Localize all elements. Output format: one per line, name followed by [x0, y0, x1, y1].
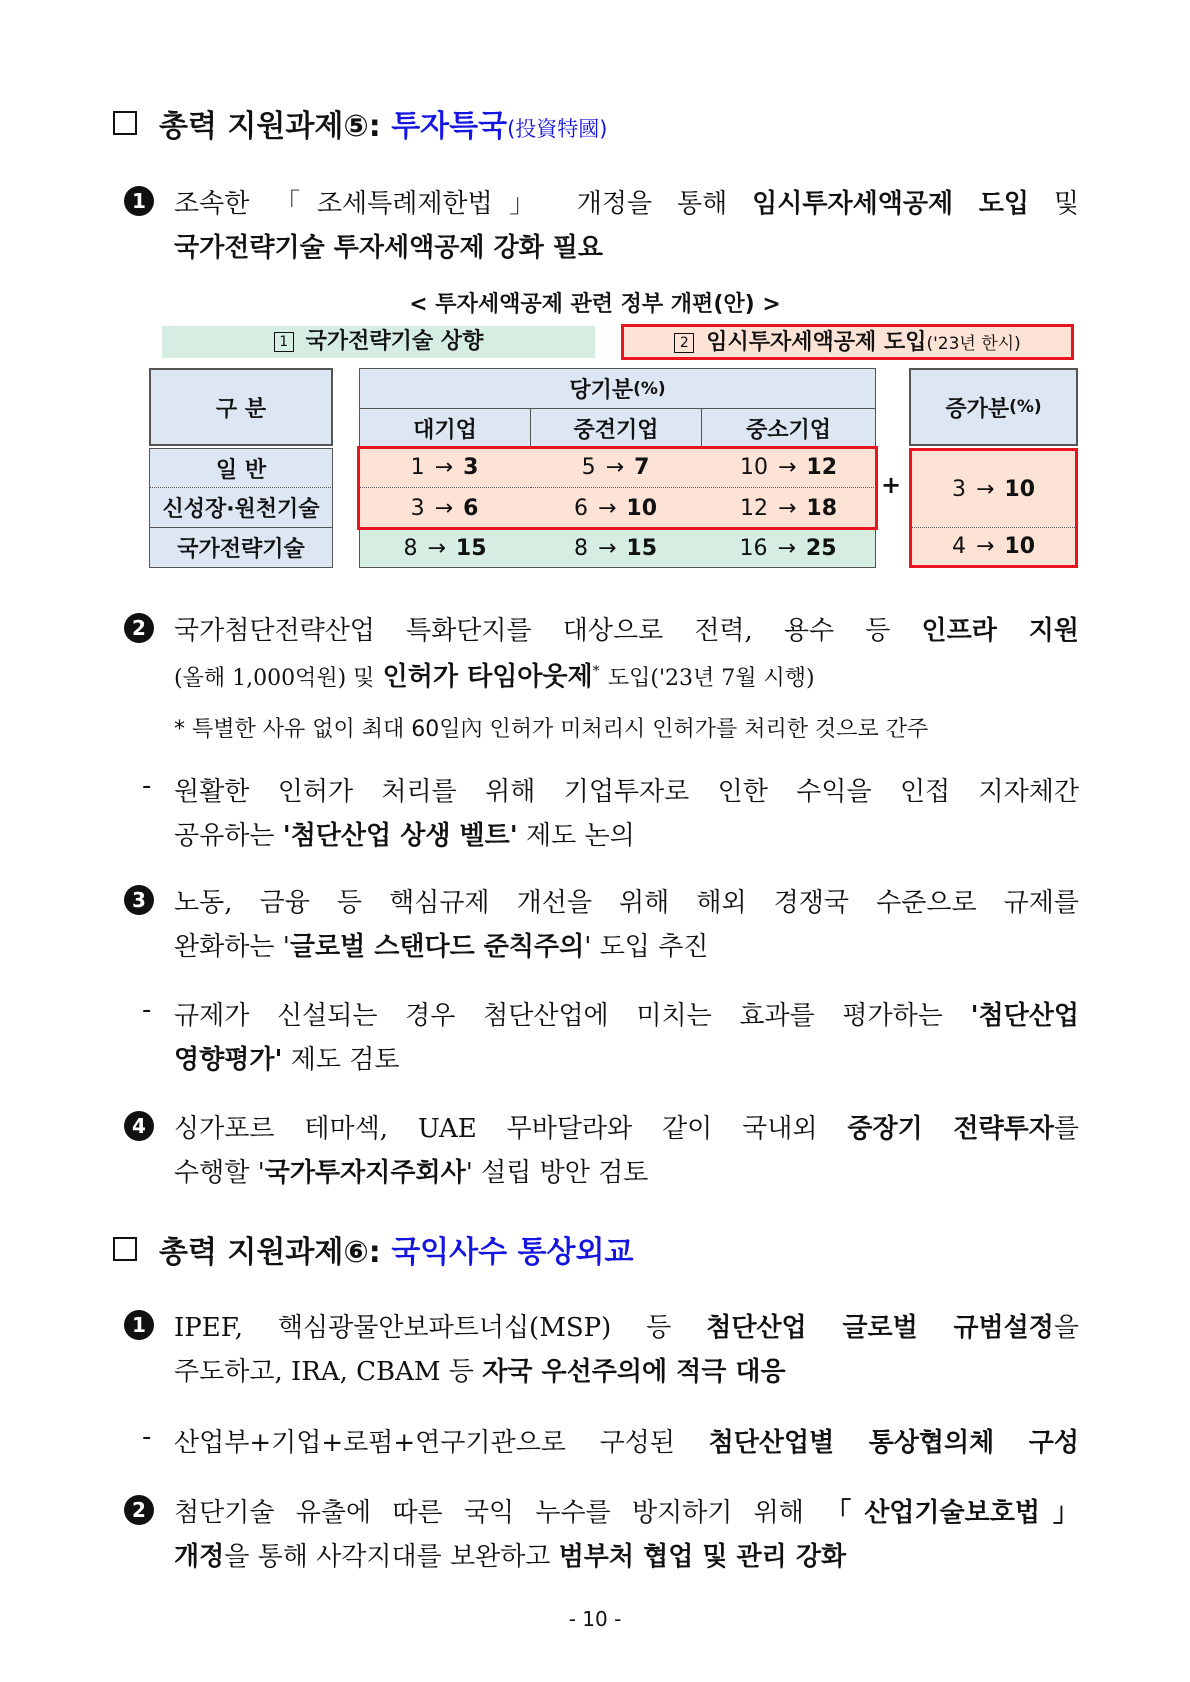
- row-label-general: 일 반: [149, 448, 333, 488]
- bold-text: 인프라 지원: [921, 616, 1079, 646]
- text: 을 통해 사각지대를 보완하고: [224, 1542, 551, 1572]
- header-category: 구 분: [149, 368, 333, 446]
- text: 산업부+기업+로펌+연구기관으로 구성된: [174, 1428, 675, 1458]
- section-5-suffix: (投資特國): [507, 117, 608, 141]
- footnote: * 특별한 사유 없이 최대 60일內 인허가 미처리시 인허가를 처리한 것으로 간주: [174, 717, 929, 742]
- value-from: 8: [403, 535, 418, 561]
- text: 을: [1053, 1313, 1079, 1343]
- checkbox-icon: [113, 111, 137, 135]
- number-3-icon: 3: [124, 885, 154, 915]
- value-to: 3: [463, 455, 479, 480]
- item3-line2: [174, 926, 1079, 963]
- value-to: 10: [1004, 534, 1036, 559]
- bold-text: 범부처 협업 및 관리 강화: [558, 1542, 847, 1572]
- bold-text: '첨단산업: [970, 1001, 1079, 1031]
- section-6-highlight: 국익사수 통상외교: [391, 1235, 634, 1270]
- footnote-mark: *: [592, 663, 600, 680]
- bold-text: 글로벌 스탠다드 준칙주의: [289, 932, 585, 962]
- item4-line2: [174, 1152, 1079, 1189]
- value-from: 4: [951, 534, 966, 559]
- value-to: 15: [626, 535, 658, 561]
- arrow-icon: →: [605, 455, 625, 480]
- text: 조속한 「조세특례제한법」 개정을 통해: [174, 189, 728, 219]
- bold-text: 인허가 타임아웃제: [382, 662, 593, 692]
- value-to: 7: [634, 455, 650, 480]
- text: 완화하는 ': [174, 932, 290, 962]
- bold-text: 중장기 전략투자: [847, 1114, 1054, 1144]
- text: 규제가 신설되는 경우 첨단산업에 미치는 효과를 평가하는: [174, 1001, 943, 1031]
- arrow-icon: →: [975, 534, 995, 559]
- page-number: - 10 -: [568, 1607, 622, 1631]
- bold-text: 첨단산업별 통상협의체 구성: [708, 1428, 1079, 1458]
- bold-text: 개정: [174, 1542, 225, 1572]
- value-from: 3: [410, 495, 425, 521]
- value-to: 10: [1004, 476, 1036, 502]
- text: ' 설립 방안 검토: [465, 1158, 649, 1188]
- bold-text: 자국 우선주의에 적극 대응: [482, 1357, 786, 1387]
- table-caption: < 투자세액공제 관련 정부 개편(안) >: [409, 292, 781, 317]
- text: 를: [1053, 1114, 1079, 1144]
- boxed-number: 1: [274, 332, 294, 352]
- number-1-icon: 1: [124, 1310, 154, 1340]
- unit: (%): [1009, 397, 1042, 417]
- value-from: 6: [573, 495, 588, 521]
- text: 수행할 ': [174, 1158, 265, 1188]
- text: 첨단기술 유출에 따른 국익 누수를 방지하기 위해: [174, 1498, 804, 1528]
- text: 국가첨단전략산업 특화단지를 대상으로 전력, 용수 등: [174, 616, 891, 646]
- cell-increase-general: [912, 451, 1075, 528]
- highlight-frame: [357, 446, 878, 530]
- dash-icon: -: [142, 771, 152, 801]
- header-increase-label: 증가분: [945, 396, 1010, 422]
- dash-icon: -: [142, 1422, 152, 1452]
- number-2-icon: 2: [124, 613, 154, 643]
- item2-sub-line1: 원활한 인허가 처리를 위해 기업투자로 인한 수익을 인접 지자체간: [174, 777, 1079, 807]
- value-to: 25: [805, 535, 837, 561]
- badge-note: ('23년 한시): [926, 334, 1021, 354]
- text: (올해 1,000억원) 및: [174, 666, 375, 691]
- text: 주도하고, IRA, CBAM 등: [174, 1357, 474, 1387]
- header-current-label: 당기분: [569, 378, 634, 403]
- section-6-heading: [113, 1227, 633, 1271]
- checkbox-icon: [113, 1237, 137, 1261]
- arrow-icon: →: [427, 535, 446, 561]
- item3-line1: 노동, 금융 등 핵심규제 개선을 위해 해외 경쟁국 수준으로 규제를: [174, 888, 1079, 918]
- badge-temp-investment: [621, 324, 1074, 360]
- dash-icon: -: [142, 995, 152, 1025]
- value-to: 6: [463, 495, 479, 521]
- text: 및: [1053, 189, 1079, 219]
- cell-increase-strategic: [912, 528, 1075, 565]
- text: ' 도입 추진: [584, 932, 709, 962]
- bold-text: '첨단산업 상생 벨트': [282, 821, 518, 851]
- header-current: [359, 368, 876, 409]
- value-from: 5: [581, 455, 596, 480]
- section-5-highlight: 투자특국: [391, 109, 508, 144]
- bold-text: 국가투자지주회사: [264, 1158, 466, 1188]
- value-from: 8: [573, 535, 588, 561]
- plus-icon: +: [880, 471, 902, 499]
- item3-sub-line1: [174, 995, 1079, 1032]
- arrow-icon: →: [777, 535, 796, 561]
- cell-strategic-mid: [530, 528, 702, 568]
- number-2-icon: 2: [124, 1495, 154, 1525]
- item2-sub-line2: [174, 815, 1079, 852]
- item1-line2: 국가전략기술 투자세액공제 강화 필요: [174, 233, 604, 263]
- value-to: 15: [455, 535, 487, 561]
- value-from: 1: [410, 455, 425, 480]
- value-to: 18: [806, 495, 838, 521]
- value-from: 12: [739, 495, 768, 521]
- sec6-item2-line1: [174, 1492, 1079, 1529]
- value-from: 16: [739, 535, 768, 561]
- badge-label: 임시투자세액공제 도입: [706, 330, 927, 355]
- arrow-icon: →: [597, 535, 617, 561]
- header-mid: 중견기업: [530, 408, 702, 448]
- value-to: 10: [626, 495, 658, 521]
- text: 도입('23년 7월 시행): [607, 666, 815, 691]
- arrow-icon: →: [434, 495, 454, 521]
- arrow-icon: →: [975, 476, 995, 502]
- row-label-growth: 신성장·원천기술: [149, 488, 333, 528]
- cell-strategic-large: [359, 528, 531, 568]
- item3-sub-line2: [174, 1039, 1079, 1076]
- number-1-icon: 1: [124, 186, 154, 216]
- header-increase: [909, 368, 1078, 446]
- section-5-heading: [113, 101, 608, 145]
- header-small: 중소기업: [701, 408, 876, 448]
- value-from: 3: [951, 476, 966, 502]
- sec6-item1-line2: [174, 1351, 1079, 1388]
- number-4-icon: 4: [124, 1111, 154, 1141]
- bold-text: 영향평가': [174, 1045, 283, 1075]
- bold-text: 임시투자세액공제 도입: [752, 189, 1029, 219]
- item2-line2: [174, 656, 1079, 693]
- text: IPEF, 핵심광물안보파트너십(MSP) 등: [174, 1313, 672, 1343]
- sec6-item1-sub: [174, 1422, 1079, 1459]
- value-to: 12: [806, 455, 838, 480]
- cell-strategic-small: [701, 528, 876, 568]
- item1-line1: [174, 183, 1079, 220]
- row-label-strategic: 국가전략기술: [149, 528, 333, 568]
- text: 제도 논의: [525, 821, 635, 851]
- unit: (%): [633, 378, 666, 399]
- text: 제도 검토: [290, 1045, 400, 1075]
- item2-line1: [174, 610, 1079, 647]
- arrow-icon: →: [597, 495, 617, 521]
- bold-text: 「산업기술보호법」: [825, 1498, 1079, 1528]
- section-5-prefix: 총력 지원과제⑤:: [159, 109, 381, 144]
- boxed-number: 2: [674, 333, 694, 353]
- arrow-icon: →: [777, 495, 797, 521]
- header-large: 대기업: [359, 408, 531, 448]
- sec6-item1-line1: [174, 1307, 1079, 1344]
- item4-line1: [174, 1108, 1079, 1145]
- badge-strategic-tech: [162, 326, 595, 358]
- arrow-icon: →: [777, 455, 797, 480]
- sec6-item2-line2: [174, 1536, 1079, 1573]
- text: 공유하는: [174, 821, 275, 851]
- arrow-icon: →: [434, 455, 454, 480]
- badge-label: 국가전략기술 상향: [305, 329, 484, 354]
- text: 싱가포르 테마섹, UAE 무바달라와 같이 국내외: [174, 1114, 818, 1144]
- section-6-prefix: 총력 지원과제⑥:: [159, 1235, 381, 1270]
- value-from: 10: [739, 455, 768, 480]
- bold-text: 첨단산업 글로벌 규범설정: [706, 1313, 1054, 1343]
